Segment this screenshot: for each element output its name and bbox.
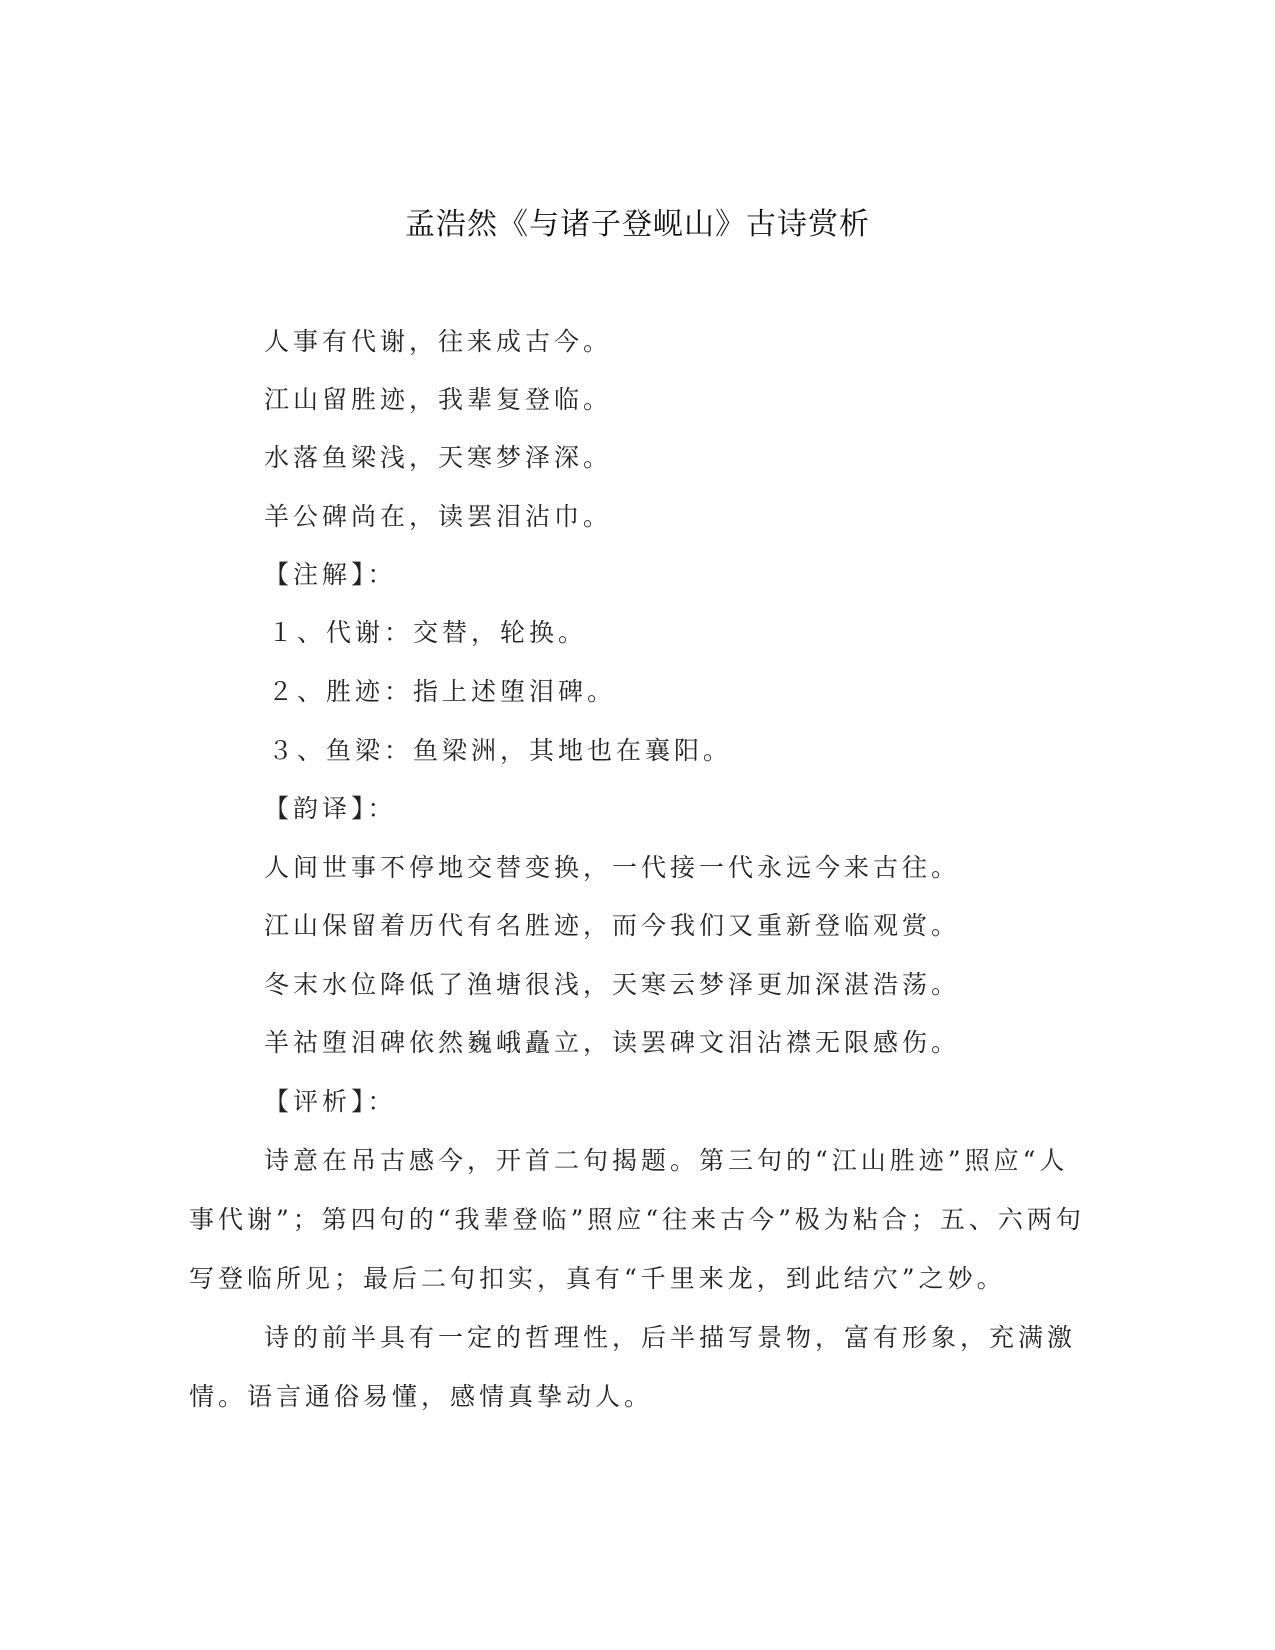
poem-line: 江山留胜迹，我辈复登临。 xyxy=(264,385,613,414)
annotation-item: ３、鱼梁：鱼梁洲，其地也在襄阳。 xyxy=(268,736,733,765)
translation-line: 江山保留着历代有名胜迹，而今我们又重新登临观赏。 xyxy=(264,911,961,940)
translation-line: 人间世事不停地交替变换，一代接一代永远今来古往。 xyxy=(264,853,961,882)
poem-line: 羊公碑尚在，读罢泪沾巾。 xyxy=(264,502,613,531)
annotation-item: １、代谢：交替，轮换。 xyxy=(268,618,588,647)
translation-line: 羊祜堕泪碑依然巍峨矗立，读罢碑文泪沾襟无限感伤。 xyxy=(264,1028,961,1057)
poem-line: 水落鱼梁浅，天寒梦泽深。 xyxy=(264,443,613,472)
analysis-line: 诗意在吊古感今，开首二句揭题。第三句的“江山胜迹”照应“人 xyxy=(264,1146,1069,1175)
annotations-heading: 【注解】： xyxy=(264,560,397,589)
document-title: 孟浩然《与诸子登岘山》古诗赏析 xyxy=(405,207,870,242)
analysis-line: 诗的前半具有一定的哲理性，后半描写景物，富有形象，充满激 xyxy=(264,1323,1077,1352)
annotation-item: ２、胜迹：指上述堕泪碑。 xyxy=(268,677,617,706)
translation-heading: 【韵译】： xyxy=(264,794,397,823)
analysis-line: 情。语言通俗易懂，感情真挚动人。 xyxy=(189,1382,654,1411)
poem-line: 人事有代谢，往来成古今。 xyxy=(264,327,613,356)
analysis-line: 事代谢”；第四句的“我辈登临”照应“往来古今”极为粘合；五、六两句 xyxy=(189,1205,1085,1234)
translation-line: 冬末水位降低了渔塘很浅，天寒云梦泽更加深湛浩荡。 xyxy=(264,970,961,999)
analysis-line: 写登临所见；最后二句扣实，真有“千里来龙，到此结穴”之妙。 xyxy=(189,1264,1006,1293)
analysis-heading: 【评析】： xyxy=(264,1087,397,1116)
